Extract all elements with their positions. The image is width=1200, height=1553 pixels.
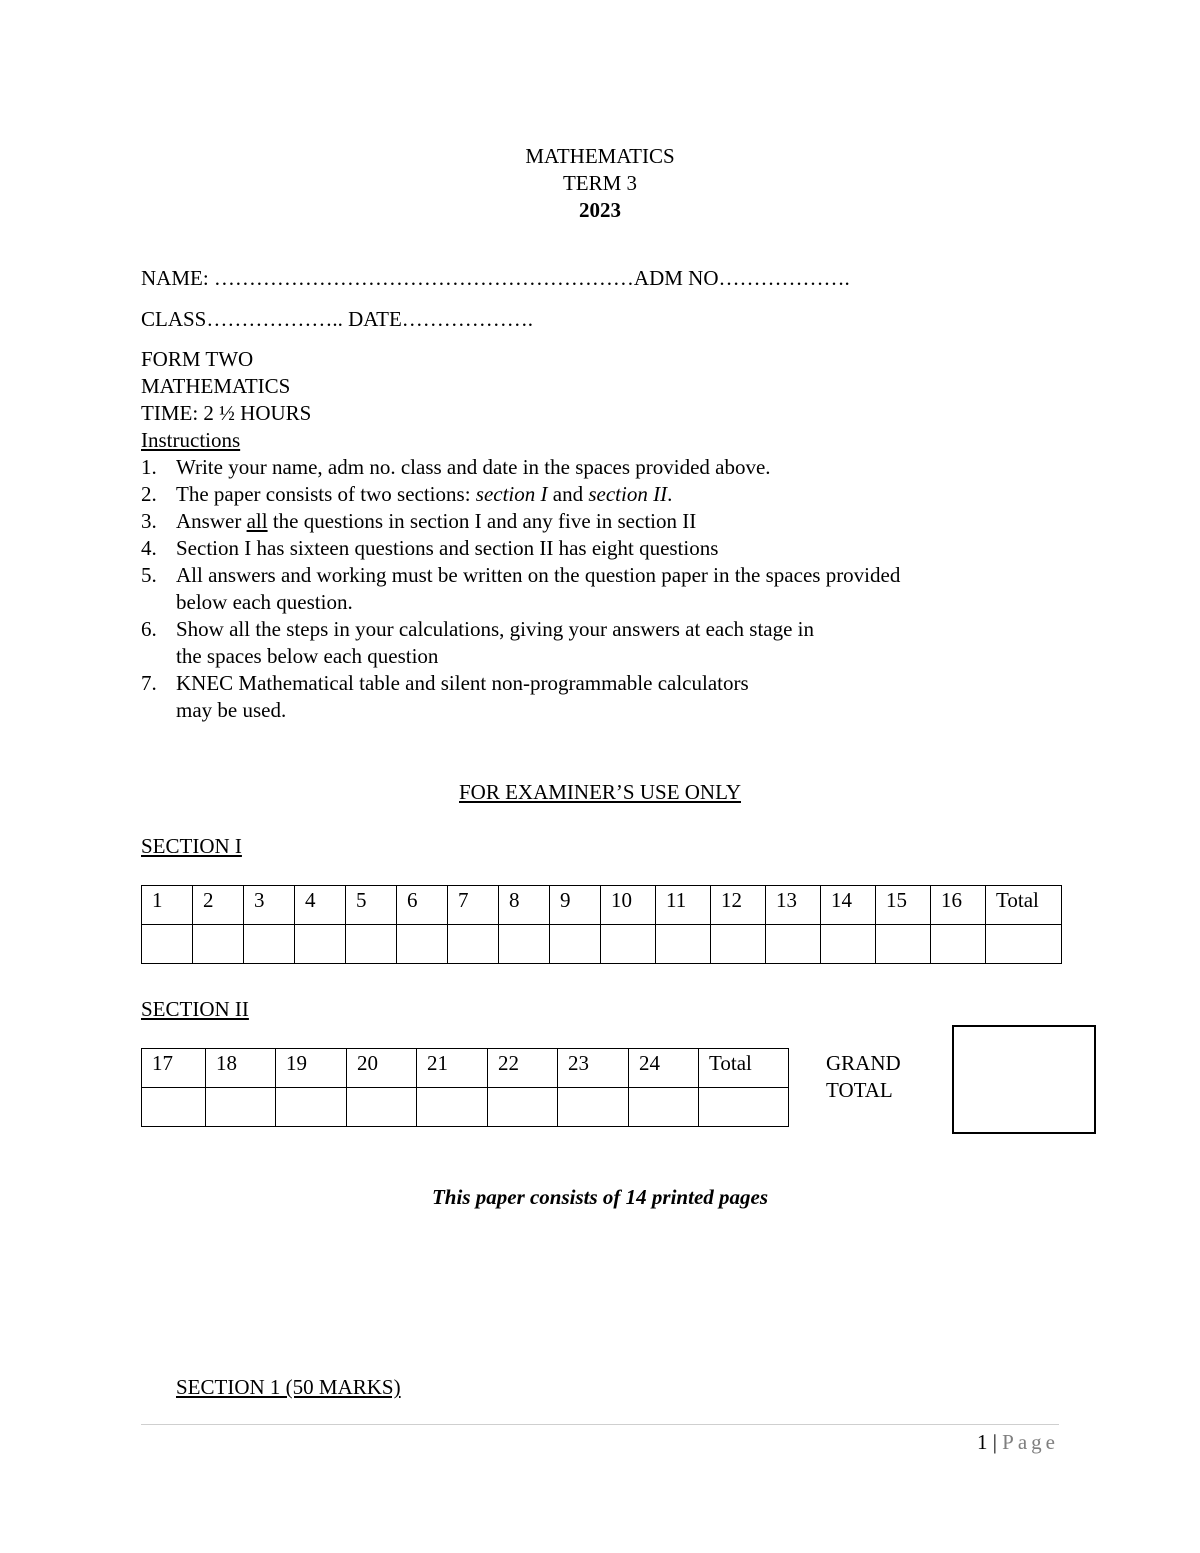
score-cell[interactable] (397, 925, 448, 964)
score-column-header: 11 (656, 886, 711, 925)
score-cell[interactable] (629, 1088, 699, 1127)
grand-total-label: GRAND TOTAL (826, 1051, 901, 1102)
pages-note: This paper consists of 14 printed pages (431, 1185, 769, 1209)
list-item: 5. All answers and working must be written on the question paper in the spaces provided below each question. (141, 563, 901, 614)
score-cell[interactable] (244, 925, 295, 964)
list-item: 1. Write your name, adm no. class and date in the spaces provided above. (141, 455, 771, 479)
score-column-header: 6 (397, 886, 448, 925)
score-cell[interactable] (346, 925, 397, 964)
section2-score-table (141, 1048, 789, 1127)
section1-label: SECTION I (141, 834, 242, 858)
score-column-header: 19 (276, 1049, 347, 1088)
score-cell[interactable] (601, 925, 656, 964)
section2-label: SECTION II (141, 997, 249, 1021)
table-row (142, 886, 1062, 925)
score-column-header: 4 (295, 886, 346, 925)
name-adm-line: NAME: ……………………………………………………ADM NO………………. (141, 266, 850, 290)
score-cell[interactable] (986, 925, 1062, 964)
instructions-list (141, 454, 1081, 724)
time-label: TIME: 2 ½ HOURS (141, 401, 312, 425)
table-row (142, 1049, 789, 1088)
page-word: Page (1002, 1430, 1059, 1454)
section1-score-table (141, 885, 1062, 964)
score-column-header: 13 (766, 886, 821, 925)
score-column-header: Total (699, 1049, 789, 1088)
list-item: 4. Section I has sixteen questions and section II has eight questions (141, 536, 719, 560)
grand-total-box[interactable] (952, 1025, 1096, 1134)
form-label: FORM TWO (141, 347, 254, 371)
score-cell[interactable] (142, 925, 193, 964)
instructions-heading: Instructions (141, 428, 241, 452)
table-row (142, 1088, 789, 1127)
score-column-header: 7 (448, 886, 499, 925)
score-cell[interactable] (766, 925, 821, 964)
footer-divider (141, 1424, 1059, 1425)
list-item: 6. Show all the steps in your calculations, giving your answers at each stage in the spaces below each question (141, 617, 815, 668)
score-column-header: 16 (931, 886, 986, 925)
score-column-header: 12 (711, 886, 766, 925)
list-item: 2. The paper consists of two sections: section I and section II. (141, 482, 673, 506)
score-cell[interactable] (656, 925, 711, 964)
subject-label: MATHEMATICS (141, 374, 291, 398)
score-cell[interactable] (347, 1088, 417, 1127)
score-column-header: 22 (488, 1049, 558, 1088)
score-column-header: 5 (346, 886, 397, 925)
score-column-header: 3 (244, 886, 295, 925)
score-cell[interactable] (711, 925, 766, 964)
class-date-line: CLASS……………….. DATE………………. (141, 307, 534, 331)
table-row (142, 925, 1062, 964)
score-cell[interactable] (142, 1088, 206, 1127)
page-footer (977, 1430, 1059, 1455)
score-cell[interactable] (931, 925, 986, 964)
score-cell[interactable] (295, 925, 346, 964)
score-cell[interactable] (499, 925, 550, 964)
section1-heading: SECTION 1 (50 MARKS) (176, 1375, 401, 1399)
score-column-header: 24 (629, 1049, 699, 1088)
score-cell[interactable] (550, 925, 601, 964)
score-cell[interactable] (276, 1088, 347, 1127)
score-cell[interactable] (821, 925, 876, 964)
score-cell[interactable] (417, 1088, 488, 1127)
score-column-header: 18 (206, 1049, 276, 1088)
score-cell[interactable] (558, 1088, 629, 1127)
score-cell[interactable] (193, 925, 244, 964)
score-column-header: 15 (876, 886, 931, 925)
score-column-header: 17 (142, 1049, 206, 1088)
term-title: TERM 3 (562, 171, 638, 195)
page-number: 1 (976, 1430, 988, 1454)
score-column-header: 9 (550, 886, 601, 925)
examiner-heading: FOR EXAMINER’S USE ONLY (459, 780, 741, 804)
score-column-header: 8 (499, 886, 550, 925)
score-cell[interactable] (699, 1088, 789, 1127)
list-item: 3. Answer all the questions in section I and any five in section II (141, 509, 697, 533)
list-item: 7. KNEC Mathematical table and silent non-programmable calculators may be used. (141, 671, 749, 722)
score-column-header: 10 (601, 886, 656, 925)
score-column-header: Total (986, 886, 1062, 925)
score-cell[interactable] (488, 1088, 558, 1127)
score-column-header: 14 (821, 886, 876, 925)
page-separator: | (992, 1430, 997, 1454)
page-header (0, 143, 1200, 224)
score-column-header: 1 (142, 886, 193, 925)
score-cell[interactable] (876, 925, 931, 964)
score-column-header: 21 (417, 1049, 488, 1088)
score-column-header: 20 (347, 1049, 417, 1088)
score-column-header: 23 (558, 1049, 629, 1088)
subject-title: MATHEMATICS (525, 144, 675, 168)
score-column-header: 2 (193, 886, 244, 925)
score-cell[interactable] (448, 925, 499, 964)
year-title: 2023 (579, 198, 621, 222)
score-cell[interactable] (206, 1088, 276, 1127)
